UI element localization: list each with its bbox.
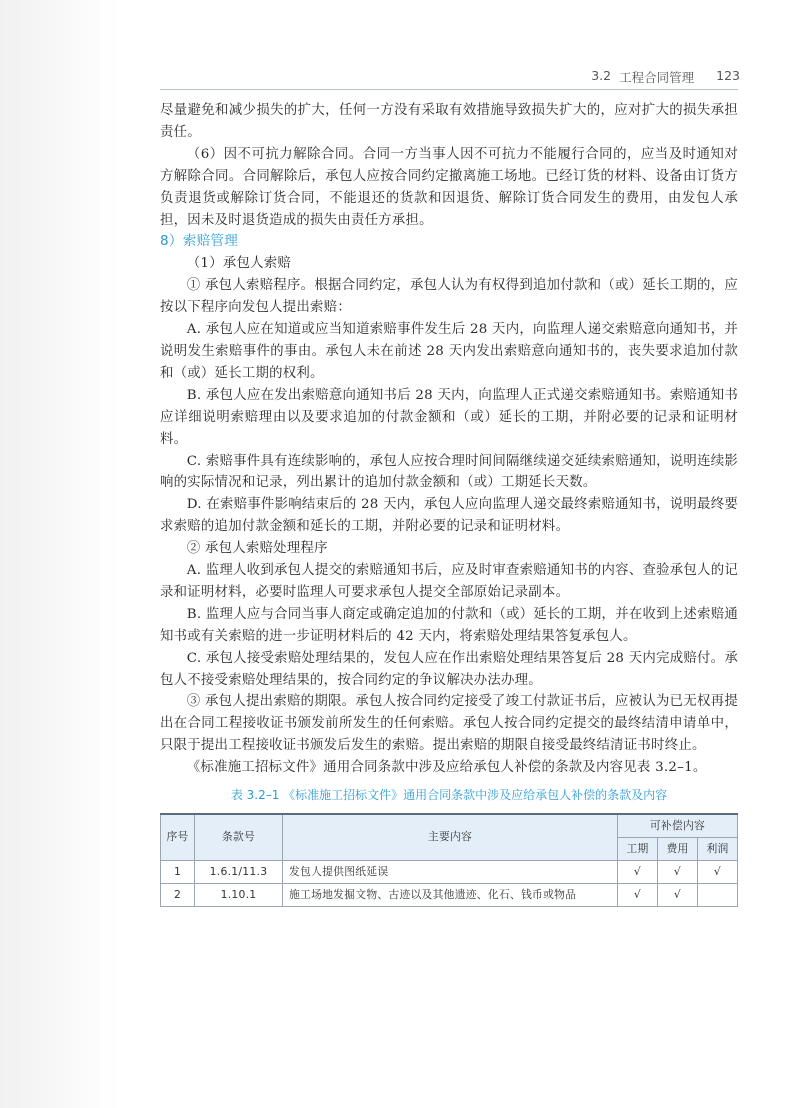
paragraph: A. 监理人收到承包人提交的索赔通知书后，应及时审查索赔通知书的内容、查验承包人的记录和证明材料，必要时监理人可要求承包人提交全部原始记录副本。 xyxy=(160,563,738,600)
paragraph: ③ 承包人提出索赔的期限。承包人按合同约定接受了竣工付款证书后，应被认为已无权再提出在合同工程接收证书颁发前所发生的任何索赔。承包人按合同约定提交的最终结清申请单中，只限于提出工程接收证书颁发后发生的索赔。提出索赔的期限自接受最终结清证书时终止。 xyxy=(160,694,738,754)
cell-clause: 1.10.1 xyxy=(195,883,283,906)
paragraph: B. 承包人应在发出索赔意向通知书后 28 天内，向监理人正式递交索赔通知书。索赔通知书应详细说明索赔理由以及要求追加的付款金额和（或）延长的工期，并附必要的记录和证明材料。 xyxy=(160,387,738,447)
cell-cost: √ xyxy=(658,883,698,906)
cell-period: √ xyxy=(618,860,658,883)
col-header-no: 序号 xyxy=(161,814,195,860)
paragraph: 《标准施工招标文件》通用合同条款中涉及应给承包人补偿的条款及内容见表 3.2–1。 xyxy=(186,760,707,776)
header-section: 3.2 xyxy=(591,68,612,83)
paragraph: C. 索赔事件具有连续影响的，承包人应按合理时间间隔继续递交延续索赔通知，说明连续影响的实际情况和记录，列出累计的追加付款金额和（或）工期延长天数。 xyxy=(160,453,738,491)
col-header-compensation: 可补偿内容 xyxy=(618,814,738,837)
paragraph: D. 在索赔事件影响结束后的 28 天内，承包人应向监理人递交最终索赔通知书，说明最终要求索赔的追加付款金额和延长的工期，并附必要的记录和证明材料。 xyxy=(160,497,738,535)
paragraph: ② 承包人索赔处理程序 xyxy=(186,541,328,557)
table-title: 表 3.2–1 《标准施工招标文件》通用合同条款中涉及应给承包人补偿的条款及内容 xyxy=(230,788,668,803)
page-body xyxy=(160,100,738,907)
compensation-table xyxy=(160,813,738,907)
col-header-clause: 条款号 xyxy=(195,814,283,860)
subsection-heading: （1）承包人索赔 xyxy=(186,256,292,272)
running-header xyxy=(540,68,740,86)
cell-content: 施工场地发掘文物、古迹以及其他遗迹、化石、钱币或物品 xyxy=(283,883,618,906)
paragraph: （6）因不可抗力解除合同。合同一方当事人因不可抗力不能履行合同的，应当及时通知对方解除合同。合同解除后，承包人应按合同约定撤离施工场地。已经订货的材料、设备由订货方负责退货或解除订货合同，不能退还的货款和因退货、解除订货合同发生的费用，由发包人承担，因未及时退货造成的损失由责任方承担。 xyxy=(160,146,738,228)
cell-no: 2 xyxy=(161,883,195,906)
paragraph: B. 监理人应与合同当事人商定或确定追加的付款和（或）延长的工期，并在收到上述索赔通知书或有关索赔的进一步证明材料后的 42 天内，将索赔处理结果答复承包人。 xyxy=(160,606,738,644)
col-header-content: 主要内容 xyxy=(283,814,618,860)
section-heading: 8）索赔管理 xyxy=(160,233,239,250)
page-number: 123 xyxy=(716,68,740,83)
cell-cost: √ xyxy=(658,860,698,883)
col-header-cost: 费用 xyxy=(658,837,698,860)
cell-period: √ xyxy=(618,883,658,906)
table-row xyxy=(161,860,738,883)
paragraph: ① 承包人索赔程序。根据合同约定，承包人认为有权得到追加付款和（或）延长工期的，应按以下程序向发包人提出索赔： xyxy=(160,278,738,316)
paragraph: 尽量避免和减少损失的扩大，任何一方没有采取有效措施导致损失扩大的，应对扩大的损失承担责任。 xyxy=(160,103,738,140)
paragraph: A. 承包人应在知道或应当知道索赔事件发生后 28 天内，向监理人递交索赔意向通知书，并说明发生索赔事件的事由。承包人未在前述 28 天内发出索赔意向通知书的，丧失要求追加付款和（或）延长工期的权利。 xyxy=(160,322,738,381)
page-gutter xyxy=(0,0,120,1108)
header-chapter: 工程合同管理 xyxy=(619,70,695,85)
table-row xyxy=(161,883,738,906)
col-header-profit: 利润 xyxy=(698,837,738,860)
cell-profit: √ xyxy=(698,860,738,883)
col-header-period: 工期 xyxy=(618,837,658,860)
header-rule xyxy=(160,89,738,90)
cell-content: 发包人提供图纸延误 xyxy=(283,860,618,883)
paragraph: C. 承包人接受索赔处理结果的，发包人应在作出索赔处理结果答复后 28 天内完成赔付。承包人不接受索赔处理结果的，按合同约定的争议解决办法办理。 xyxy=(160,650,738,688)
cell-clause: 1.6.1/11.3 xyxy=(195,860,283,883)
cell-profit xyxy=(698,883,738,906)
cell-no: 1 xyxy=(161,860,195,883)
